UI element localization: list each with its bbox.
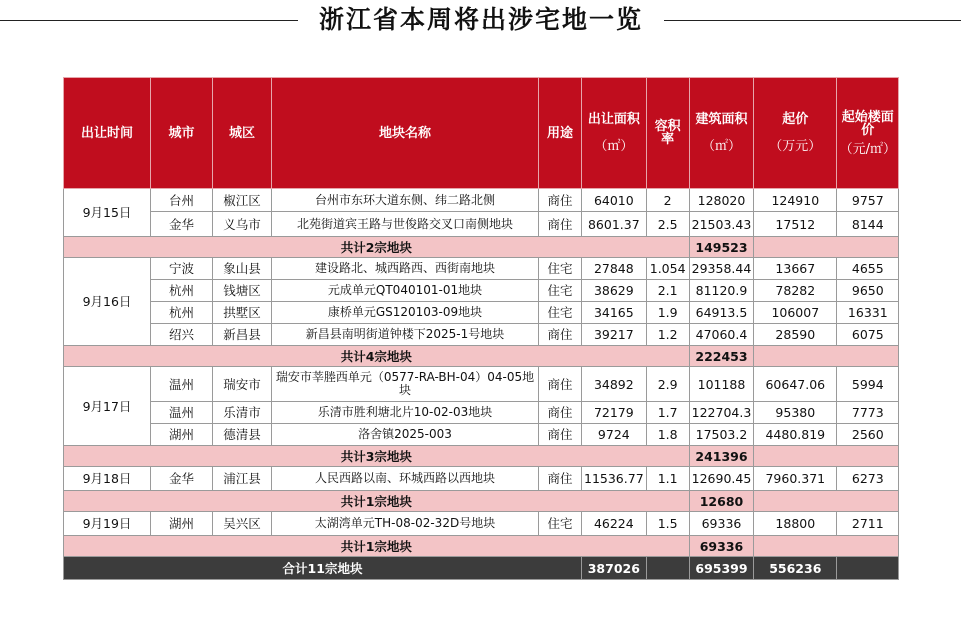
cell-parcel-name: 建设路北、城西路西、西街南地块 (272, 258, 539, 280)
cell-use: 商住 (539, 402, 582, 424)
table-footer (64, 557, 899, 580)
grand-total-area: 387026 (582, 557, 647, 580)
cell-far: 2 (646, 189, 689, 212)
cell-use: 住宅 (539, 258, 582, 280)
subtotal-gfa: 149523 (689, 237, 754, 258)
cell-area: 34165 (582, 302, 647, 324)
cell-city: 绍兴 (151, 324, 213, 346)
subtotal-label: 共计3宗地块 (64, 446, 690, 467)
cell-city: 温州 (151, 402, 213, 424)
table-row (64, 512, 899, 536)
cell-parcel-name: 洛舍镇2025-003 (272, 424, 539, 446)
cell-gfa: 81120.9 (689, 280, 754, 302)
cell-district: 椒江区 (213, 189, 272, 212)
cell-price: 18800 (754, 512, 837, 536)
subtotal-gfa: 12680 (689, 491, 754, 512)
cell-gfa: 64913.5 (689, 302, 754, 324)
cell-district: 义乌市 (213, 212, 272, 237)
cell-price: 95380 (754, 402, 837, 424)
header-district: 城区 (213, 78, 272, 189)
cell-date: 9月19日 (64, 512, 151, 536)
header-floor-price (837, 78, 899, 189)
cell-area: 8601.37 (582, 212, 647, 237)
subtotal-gfa: 241396 (689, 446, 754, 467)
cell-gfa: 101188 (689, 367, 754, 402)
table-row (64, 189, 899, 212)
cell-parcel-name: 元成单元QT040101-01地块 (272, 280, 539, 302)
cell-floor-price: 5994 (837, 367, 899, 402)
title-rule-left (0, 20, 298, 21)
subtotal-label: 共计1宗地块 (64, 491, 690, 512)
cell-floor-price: 2711 (837, 512, 899, 536)
cell-use: 商住 (539, 189, 582, 212)
cell-district: 乐清市 (213, 402, 272, 424)
cell-area: 39217 (582, 324, 647, 346)
cell-floor-price: 9757 (837, 189, 899, 212)
cell-city: 杭州 (151, 302, 213, 324)
cell-gfa: 122704.3 (689, 402, 754, 424)
cell-parcel-name: 乐清市胜利塘北片10-02-03地块 (272, 402, 539, 424)
cell-gfa: 69336 (689, 512, 754, 536)
cell-district: 瑞安市 (213, 367, 272, 402)
grand-total-row (64, 557, 899, 580)
cell-price: 13667 (754, 258, 837, 280)
header-price-label: 起价 (782, 112, 809, 127)
title-rule-right (664, 20, 961, 21)
cell-area: 11536.77 (582, 467, 647, 491)
cell-area: 34892 (582, 367, 647, 402)
subtotal-empty (754, 237, 899, 258)
table-row (64, 212, 899, 237)
land-table (63, 77, 899, 580)
header-gfa (689, 78, 754, 189)
cell-area: 38629 (582, 280, 647, 302)
grand-total-gfa: 695399 (689, 557, 754, 580)
header-area-unit: （㎡） (594, 139, 634, 154)
cell-city: 台州 (151, 189, 213, 212)
cell-price: 7960.371 (754, 467, 837, 491)
cell-far: 2.5 (646, 212, 689, 237)
table-header (64, 78, 899, 189)
cell-far: 1.5 (646, 512, 689, 536)
table-row (64, 402, 899, 424)
header-floor-label: 起始楼面价 (841, 109, 894, 138)
cell-floor-price: 2560 (837, 424, 899, 446)
page-title: 浙江省本周将出涉宅地一览 (318, 5, 643, 34)
table-row (64, 302, 899, 324)
cell-gfa: 21503.43 (689, 212, 754, 237)
cell-far: 1.054 (646, 258, 689, 280)
header-far: 容积率 (646, 78, 689, 189)
table-row (64, 367, 899, 402)
subtotal-label: 共计1宗地块 (64, 536, 690, 557)
cell-use: 住宅 (539, 280, 582, 302)
cell-use: 商住 (539, 212, 582, 237)
cell-price: 60647.06 (754, 367, 837, 402)
cell-gfa: 12690.45 (689, 467, 754, 491)
cell-area: 27848 (582, 258, 647, 280)
cell-floor-price: 7773 (837, 402, 899, 424)
subtotal-row (64, 237, 899, 258)
subtotal-empty (754, 536, 899, 557)
cell-area: 9724 (582, 424, 647, 446)
cell-district: 拱墅区 (213, 302, 272, 324)
cell-area: 46224 (582, 512, 647, 536)
cell-price: 17512 (754, 212, 837, 237)
cell-floor-price: 16331 (837, 302, 899, 324)
cell-date: 9月18日 (64, 467, 151, 491)
cell-area: 64010 (582, 189, 647, 212)
cell-gfa: 47060.4 (689, 324, 754, 346)
cell-price: 78282 (754, 280, 837, 302)
header-area (582, 78, 647, 189)
cell-date: 9月17日 (64, 367, 151, 446)
cell-district: 钱塘区 (213, 280, 272, 302)
header-price (754, 78, 837, 189)
cell-city: 金华 (151, 467, 213, 491)
cell-date: 9月16日 (64, 258, 151, 346)
grand-total-far (646, 557, 689, 580)
grand-total-floor (837, 557, 899, 580)
cell-use: 商住 (539, 467, 582, 491)
cell-district: 吴兴区 (213, 512, 272, 536)
cell-district: 浦江县 (213, 467, 272, 491)
cell-far: 1.2 (646, 324, 689, 346)
subtotal-gfa: 69336 (689, 536, 754, 557)
cell-far: 2.9 (646, 367, 689, 402)
table-row (64, 467, 899, 491)
cell-use: 商住 (539, 424, 582, 446)
cell-gfa: 29358.44 (689, 258, 754, 280)
cell-city: 湖州 (151, 512, 213, 536)
subtotal-empty (754, 446, 899, 467)
cell-gfa: 17503.2 (689, 424, 754, 446)
cell-far: 2.1 (646, 280, 689, 302)
header-use: 用途 (539, 78, 582, 189)
cell-price: 4480.819 (754, 424, 837, 446)
table-row (64, 258, 899, 280)
subtotal-label: 共计2宗地块 (64, 237, 690, 258)
cell-far: 1.7 (646, 402, 689, 424)
subtotal-row (64, 346, 899, 367)
header-parcel: 地块名称 (272, 78, 539, 189)
grand-total-price: 556236 (754, 557, 837, 580)
cell-floor-price: 4655 (837, 258, 899, 280)
cell-parcel-name: 太湖湾单元TH-08-02-32D号地块 (272, 512, 539, 536)
cell-far: 1.1 (646, 467, 689, 491)
cell-far: 1.8 (646, 424, 689, 446)
cell-use: 住宅 (539, 302, 582, 324)
cell-parcel-name: 人民西路以南、环城西路以西地块 (272, 467, 539, 491)
header-gfa-label: 建筑面积 (695, 112, 748, 127)
cell-parcel-name: 瑞安市莘塍西单元（0577-RA-BH-04）04-05地块 (272, 367, 539, 402)
subtotal-row (64, 446, 899, 467)
cell-parcel-name: 北苑街道宾王路与世俊路交叉口南侧地块 (272, 212, 539, 237)
cell-floor-price: 6075 (837, 324, 899, 346)
subtotal-row (64, 536, 899, 557)
header-city: 城市 (151, 78, 213, 189)
table-row (64, 280, 899, 302)
cell-city: 宁波 (151, 258, 213, 280)
cell-district: 新昌县 (213, 324, 272, 346)
cell-floor-price: 8144 (837, 212, 899, 237)
cell-district: 象山县 (213, 258, 272, 280)
cell-floor-price: 9650 (837, 280, 899, 302)
table-row (64, 424, 899, 446)
cell-use: 住宅 (539, 512, 582, 536)
cell-district: 德清县 (213, 424, 272, 446)
cell-far: 1.9 (646, 302, 689, 324)
header-gfa-unit: （㎡） (701, 139, 741, 154)
cell-city: 杭州 (151, 280, 213, 302)
cell-city: 金华 (151, 212, 213, 237)
cell-area: 72179 (582, 402, 647, 424)
header-price-unit: （万元） (769, 139, 822, 154)
cell-price: 124910 (754, 189, 837, 212)
cell-floor-price: 6273 (837, 467, 899, 491)
subtotal-empty (754, 491, 899, 512)
cell-city: 湖州 (151, 424, 213, 446)
cell-date: 9月15日 (64, 189, 151, 237)
subtotal-empty (754, 346, 899, 367)
cell-parcel-name: 康桥单元GS120103-09地块 (272, 302, 539, 324)
cell-use: 商住 (539, 324, 582, 346)
cell-parcel-name: 台州市东环大道东侧、纬二路北侧 (272, 189, 539, 212)
grand-total-label: 合计11宗地块 (64, 557, 582, 580)
table-body (64, 189, 899, 557)
subtotal-row (64, 491, 899, 512)
cell-price: 28590 (754, 324, 837, 346)
subtotal-label: 共计4宗地块 (64, 346, 690, 367)
title-bar (0, 0, 961, 40)
header-floor-unit: （元/㎡） (839, 141, 896, 157)
header-date: 出让时间 (64, 78, 151, 189)
cell-use: 商住 (539, 367, 582, 402)
cell-parcel-name: 新昌县南明街道钟楼下2025-1号地块 (272, 324, 539, 346)
cell-price: 106007 (754, 302, 837, 324)
cell-city: 温州 (151, 367, 213, 402)
cell-gfa: 128020 (689, 189, 754, 212)
subtotal-gfa: 222453 (689, 346, 754, 367)
table-row (64, 324, 899, 346)
header-area-label: 出让面积 (587, 112, 640, 127)
